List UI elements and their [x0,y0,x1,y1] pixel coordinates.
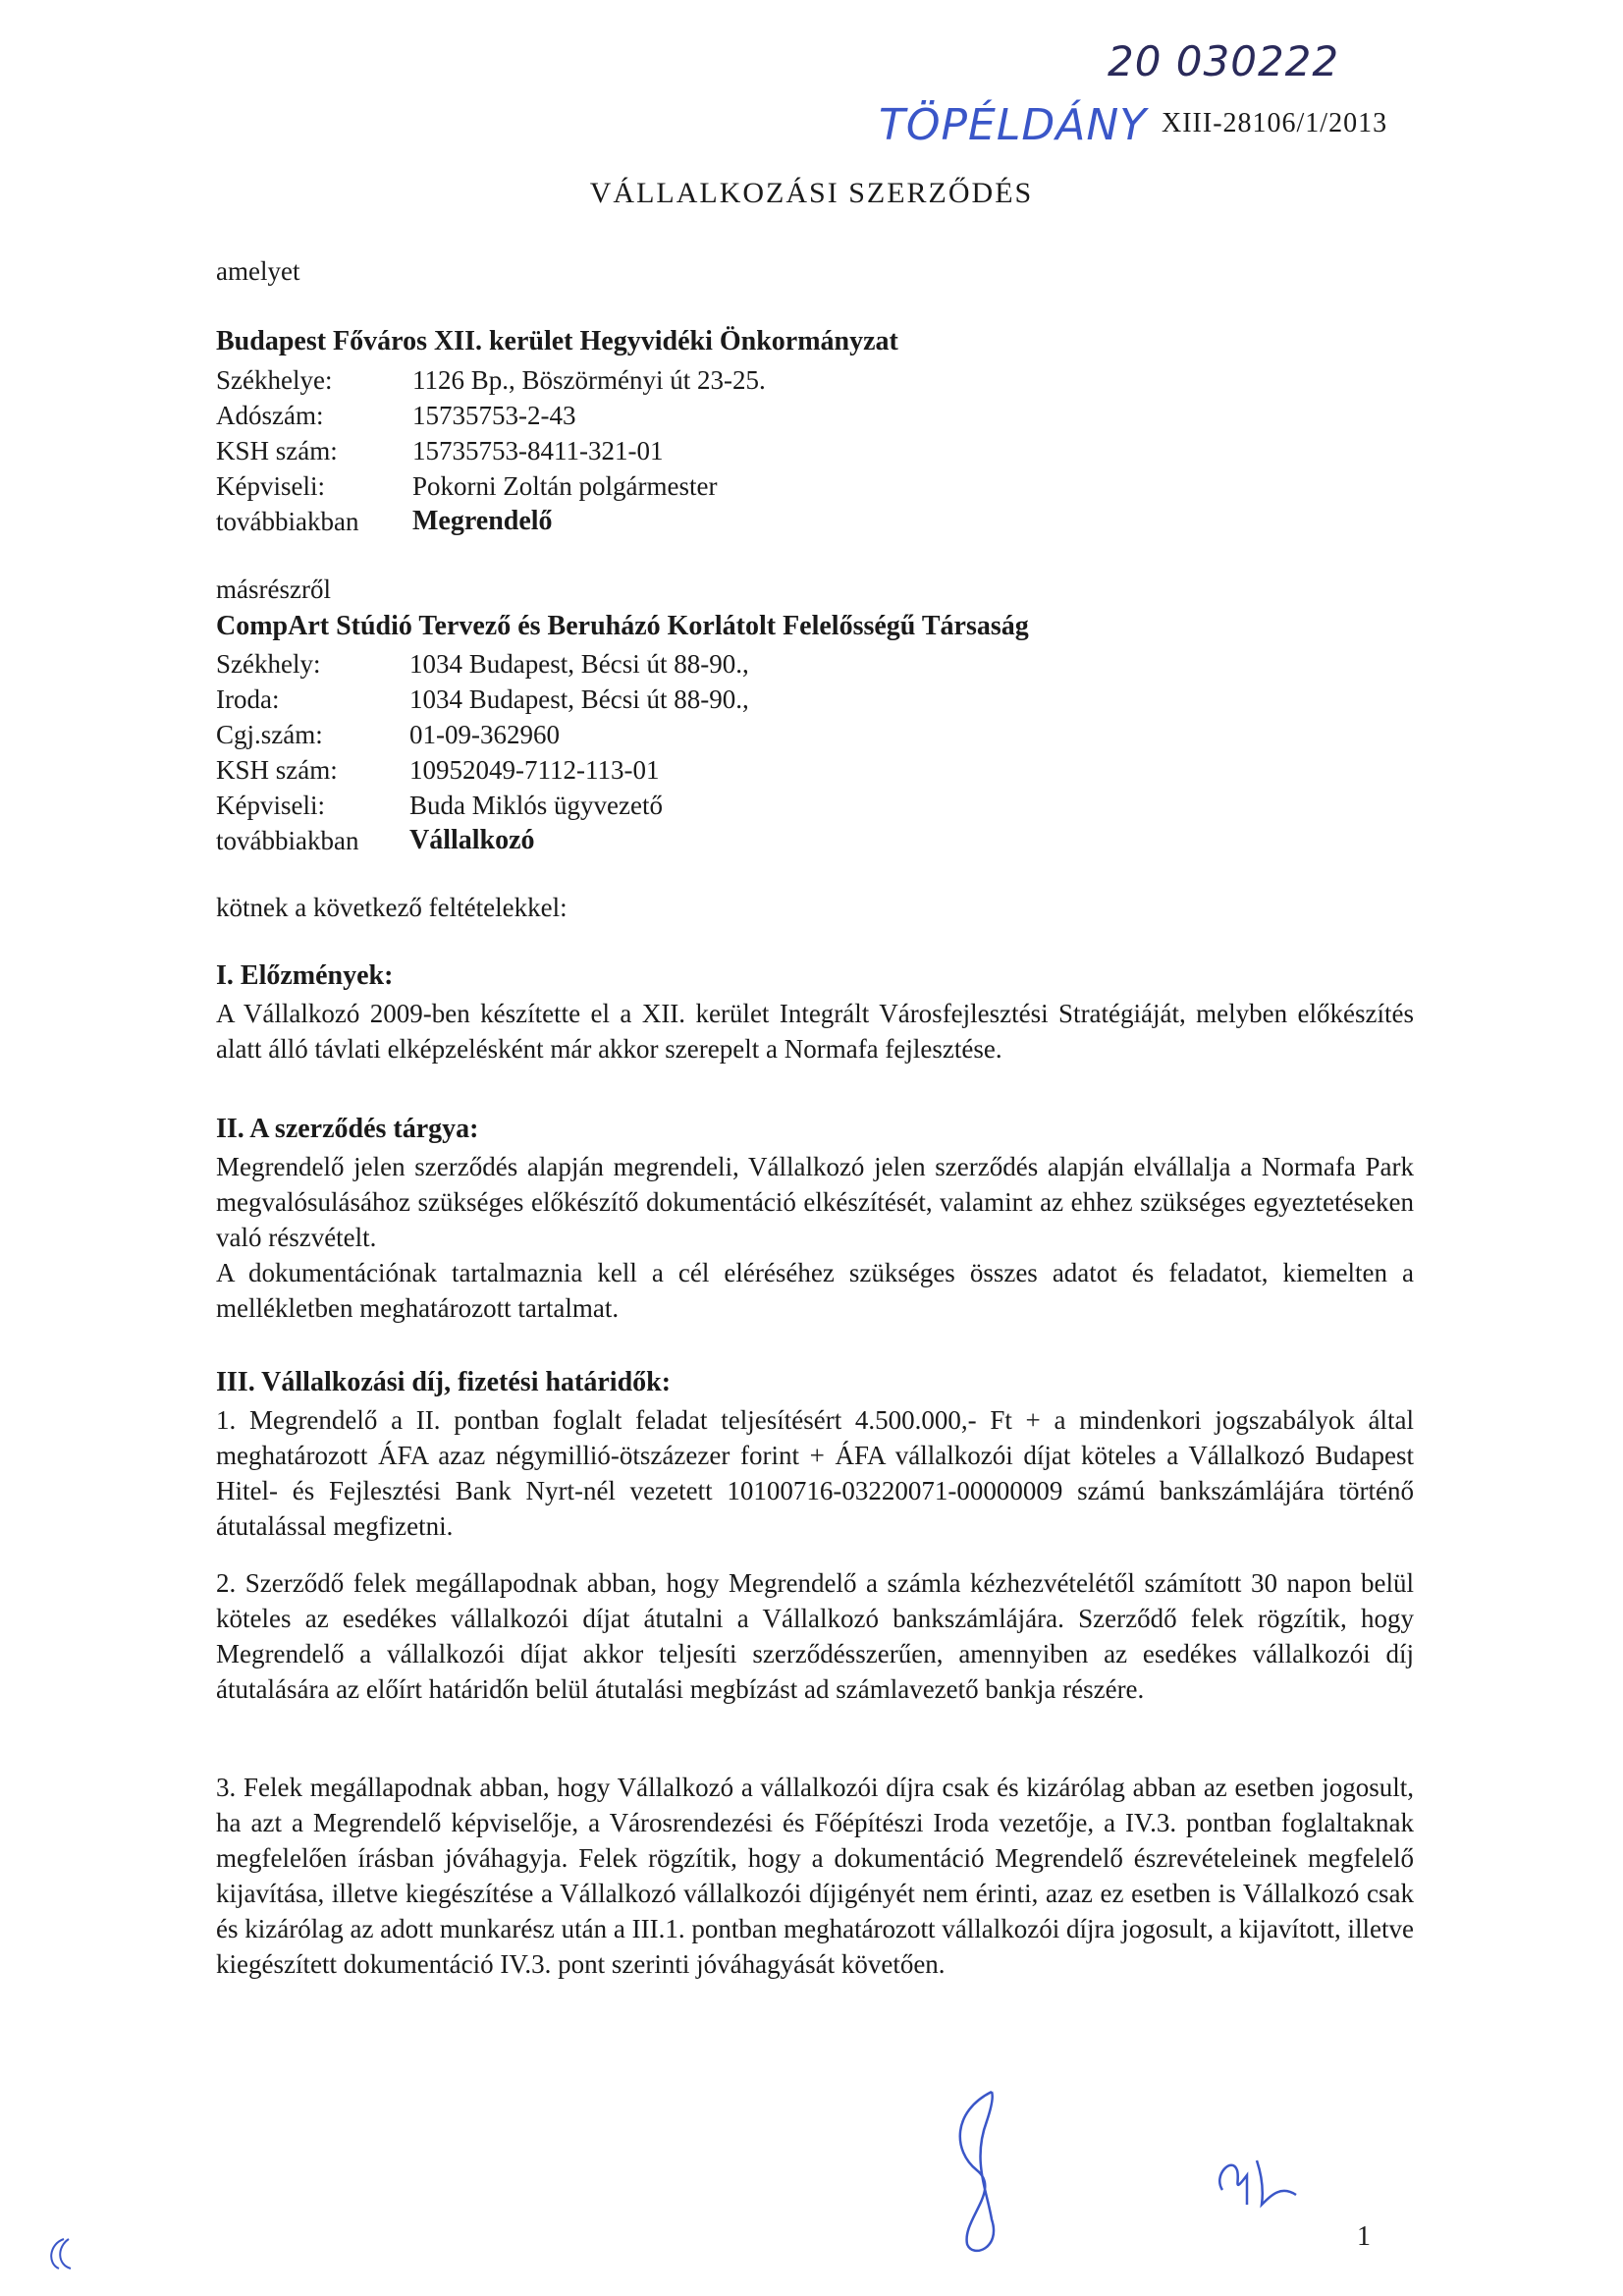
section-paragraph: 2. Szerződő felek megállapodnak abban, hogy Megrendelő a számla kézhezvételétől számított 30 napon belül köteles az esedékes vállalkozói díjat átutalni a Vállalkozó bankszámlájára. Szerződő felek rögzítik, hogy Megrendelő a vállalkozói díjat akkor teljesíti szerződésszerűen, amennyiben az esedékes vállalkozói díj átutalására az előírt határidőn belül átutalási megbízást ad számlavezető bankja részére. [216,1568,1414,1704]
role-value: Vállalkozó [409,825,535,855]
field-label: Adószám: [216,401,324,430]
field-label: Iroda: [216,684,280,714]
handwritten-registration-number: 20 030222 [1108,37,1340,85]
role-label: továbbiakban [216,507,359,536]
field-value: 10952049-7112-113-01 [409,755,660,785]
field-label: Székhelye: [216,365,333,395]
field-value: 1126 Bp., Böszörményi út 23-25. [412,365,766,395]
field-label: KSH szám: [216,755,338,785]
section-heading: I. Előzmények: [216,960,394,991]
party1-role [216,504,553,539]
party1-field-seat [216,362,766,398]
section-paragraph: Megrendelő jelen szerződés alapján megrendeli, Vállalkozó jelen szerződés alapján elvállalja a Normafa Park megvalósulásához szükséges előkészítő dokumentáció elkészítését, valamint az ehhez szükséges egyeztetéseken való részvételt. [216,1152,1414,1252]
field-label: Képviseli: [216,791,325,820]
between-text: másrészről [216,574,331,604]
party2-field-ksh [216,752,660,788]
party1-field-rep [216,468,718,504]
section-paragraph: 3. Felek megállapodnak abban, hogy Vállalkozó a vállalkozói díjra csak és kizárólag abban az esetben jogosult, ha azt a Megrendelő képviselője, a Városrendezési és Főépítészi Iroda vezetője, a IV.3. pontban foglaltaknak megfelelően írásban jóváhagyja. Felek rögzítik, hogy a dokumentáció Megrendelő észrevételeinek megfelelő kijavítása, illetve kiegészítése a Vállalkozó vállalkozói díjigényét nem érinti, azaz ez esetben is Vállalkozó csak és kizárólag az adott munkarész után a III.1. pontban meghatározott vállalkozói díjra jogosult, a kijavított, illetve kiegészített dokumentáció IV.3. pont szerinti jóváhagyását követően. [216,1773,1414,1979]
field-label: Cgj.szám: [216,720,323,749]
field-value: 1034 Budapest, Bécsi út 88-90., [409,649,749,679]
party2-field-rep [216,788,663,823]
party2-field-seat [216,646,749,682]
field-label: Székhely: [216,649,321,679]
role-value: Megrendelő [412,506,553,536]
section-paragraph: A Vállalkozó 2009-ben készítette el a XII. kerület Integrált Városfejlesztési Stratégiáját, melyben előkészítés alatt álló távlati elképzelésként már akkor szerepelt a Normafa fejlesztése. [216,999,1414,1064]
margin-initial-mark [39,2229,79,2278]
section-heading: III. Vállalkozási díj, fizetési határidők: [216,1367,672,1397]
handwritten-copy-mark: TÖPÉLDÁNY [879,100,1148,150]
conditions-intro: kötnek a következő feltételekkel: [216,893,568,922]
party1-field-tax [216,398,576,433]
party2-name: CompArt Stúdió Tervező és Beruházó Korlátolt Felelősségű Társaság [216,611,1029,641]
field-value: 15735753-8411-321-01 [412,436,664,465]
field-value: 01-09-362960 [409,720,560,749]
field-value: Buda Miklós ügyvezető [409,791,663,820]
signature-initial-2 [1203,2136,1311,2214]
intro-text: amelyet [216,256,300,286]
page-number: 1 [1357,2221,1371,2252]
party1-field-ksh [216,433,664,468]
signature-initial-1 [933,2082,1041,2259]
section-paragraph: A dokumentációnak tartalmaznia kell a cél eléréséhez szükséges összes adatot és feladatot, kiemelten a mellékletben meghatározott tartalmat. [216,1258,1414,1323]
section-paragraph: 1. Megrendelő a II. pontban foglalt feladat teljesítésért 4.500.000,- Ft + a mindenkori jogszabályok által meghatározott ÁFA azaz négymillió-ötszázezer forint + ÁFA vállalkozói díjat köteles a Vállalkozó Budapest Hitel- és Fejlesztési Bank Nyrt-nél vezetett 10100716-03220071-00000009 számú bankszámlájára történő átutalással megfizetni. [216,1405,1414,1541]
field-label: Képviseli: [216,471,325,501]
field-value: Pokorni Zoltán polgármester [412,471,718,501]
field-label: KSH szám: [216,436,338,465]
field-value: 1034 Budapest, Bécsi út 88-90., [409,684,749,714]
role-label: továbbiakban [216,826,359,855]
party2-field-registry [216,717,560,752]
section-heading: II. A szerződés tárgya: [216,1114,479,1144]
party2-role [216,823,535,858]
file-number: XIII-28106/1/2013 [1162,108,1388,138]
party1-name: Budapest Főváros XII. kerület Hegyvidéki Önkormányzat [216,326,898,356]
field-value: 15735753-2-43 [412,401,576,430]
document-title: VÁLLALKOZÁSI SZERZŐDÉS [589,177,1034,209]
party2-field-office [216,682,749,717]
